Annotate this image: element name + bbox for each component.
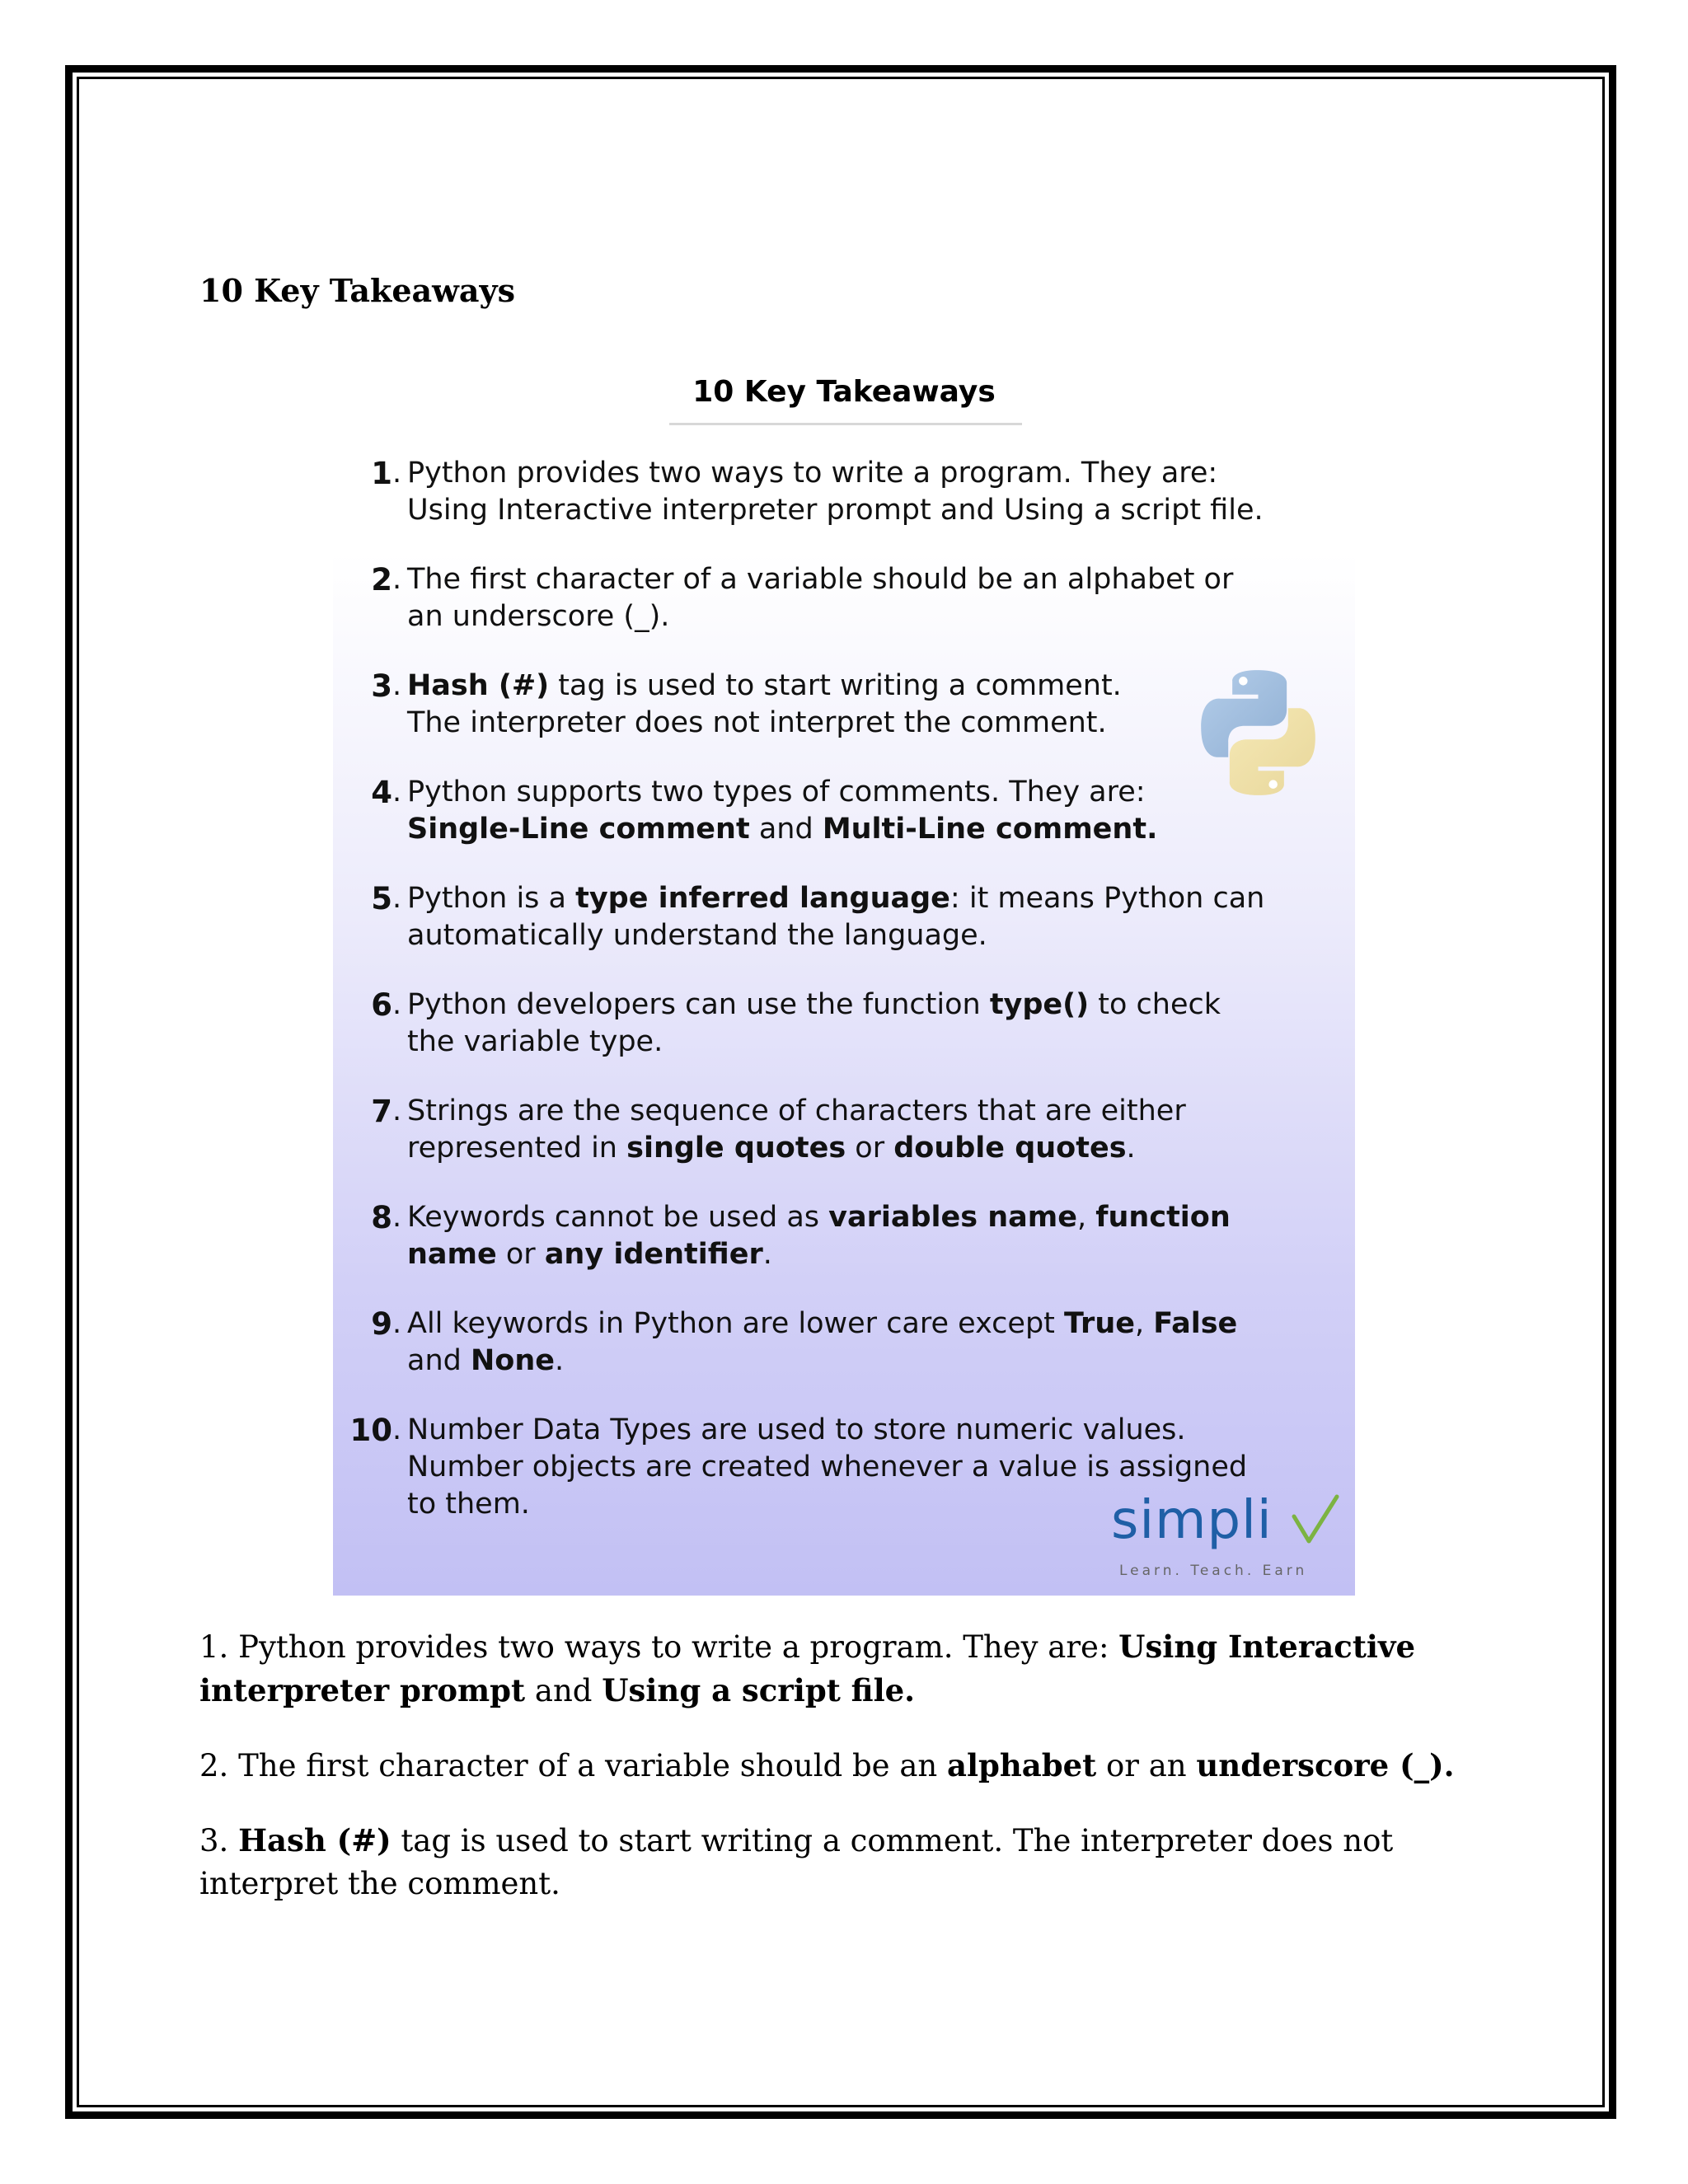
- text-run: The first character of a variable should be an alphabet or: [407, 563, 1234, 596]
- bold-text: Multi-Line comment.: [822, 813, 1158, 846]
- bold-text: type(): [989, 988, 1090, 1021]
- takeaway-number: 4: [371, 775, 392, 810]
- bold-text: underscore (_).: [1196, 1747, 1455, 1783]
- bold-text: name: [407, 1238, 497, 1271]
- takeaway-item: [333, 561, 1355, 635]
- bold-text: None: [470, 1344, 555, 1377]
- takeaway-text: [407, 563, 1233, 633]
- text-run: 2. The first character of a variable should be an: [199, 1748, 947, 1783]
- takeaway-text: [407, 1094, 1186, 1165]
- bold-text: False: [1153, 1307, 1238, 1340]
- takeaway-number: 7: [371, 1094, 392, 1129]
- text-run: tag is used to start writing a comment. The interpreter does not interpret the comment.: [199, 1823, 1394, 1901]
- slide-title-underline: [669, 423, 1022, 425]
- bold-text: alphabet: [946, 1747, 1097, 1783]
- takeaway-number: 3: [371, 668, 392, 704]
- text-run: Python supports two types of comments. They are:: [407, 776, 1146, 808]
- checkmark-icon: [1291, 1493, 1340, 1546]
- takeaway-text: [407, 882, 1264, 952]
- text-run: All keywords in Python are lower care except: [407, 1307, 1065, 1340]
- bold-text: Using a script file.: [602, 1672, 916, 1708]
- text-run: Python developers can use the function: [407, 988, 990, 1021]
- bold-text: double quotes: [893, 1132, 1127, 1165]
- takeaway-number-dot: .: [392, 988, 402, 1021]
- takeaway-item: [333, 1199, 1355, 1273]
- bold-text: Single-Line comment: [407, 813, 750, 846]
- body-paragraph: [199, 1625, 1485, 1713]
- text-run: 3.: [199, 1823, 239, 1858]
- bold-text: Hash (#): [407, 669, 550, 702]
- text-run: or an: [1096, 1748, 1197, 1783]
- takeaway-item: [333, 880, 1355, 954]
- text-run: the variable type.: [407, 1025, 663, 1058]
- takeaways-slide-image: [333, 363, 1355, 1596]
- takeaway-number-dot: .: [392, 1413, 402, 1446]
- text-run: ,: [1077, 1201, 1096, 1234]
- bold-text: Using Interactive interpreter prompt: [199, 1629, 1416, 1708]
- text-run: or: [846, 1132, 894, 1165]
- takeaway-text: [407, 988, 1221, 1058]
- text-run: .: [762, 1238, 772, 1271]
- takeaway-item: [333, 987, 1355, 1061]
- document-body: [199, 1625, 1485, 1937]
- body-paragraph: [199, 1819, 1485, 1905]
- bold-text: type inferred language: [575, 882, 950, 915]
- bold-text: True: [1064, 1307, 1135, 1340]
- body-paragraph: [199, 1744, 1485, 1788]
- takeaway-number-dot: .: [392, 1201, 402, 1234]
- text-run: .: [554, 1344, 565, 1377]
- takeaway-number: 2: [371, 562, 392, 598]
- takeaway-text: [407, 1201, 1231, 1271]
- takeaway-item: [333, 1305, 1355, 1380]
- text-run: Number Data Types are used to store numeric values.: [407, 1413, 1186, 1446]
- takeaway-text: [407, 457, 1264, 527]
- text-run: 1. Python provides two ways to write a program. They are:: [199, 1629, 1119, 1665]
- slide-title: 10 Key Takeaways: [692, 375, 996, 409]
- text-run: Python provides two ways to write a program. They are:: [407, 457, 1218, 490]
- bold-text: single quotes: [626, 1132, 846, 1165]
- text-run: .: [1126, 1132, 1136, 1165]
- text-run: an underscore (_).: [407, 600, 670, 633]
- takeaway-number: 8: [371, 1200, 392, 1235]
- text-run: to them.: [407, 1488, 530, 1521]
- takeaway-number: 10: [349, 1413, 392, 1448]
- takeaway-number-dot: .: [392, 669, 402, 702]
- takeaway-number-dot: .: [392, 882, 402, 915]
- python-logo-icon: [1190, 663, 1326, 802]
- bold-text: variables name: [828, 1201, 1077, 1234]
- document-heading: 10 Key Takeaways: [199, 272, 515, 309]
- text-run: Keywords cannot be used as: [407, 1201, 829, 1234]
- text-run: Number objects are created whenever a value is assigned: [407, 1451, 1248, 1483]
- brand-name: simpli: [1111, 1490, 1273, 1551]
- text-run: represented in: [407, 1132, 627, 1165]
- takeaway-number: 6: [371, 987, 392, 1023]
- text-run: Using Interactive interpreter prompt and Using a script file.: [407, 494, 1264, 527]
- takeaway-number: 9: [371, 1306, 392, 1342]
- text-run: tag is used to start writing a comment.: [549, 669, 1122, 702]
- takeaway-number-dot: .: [392, 776, 402, 808]
- takeaway-item: [333, 455, 1355, 529]
- bold-text: Hash (#): [238, 1822, 392, 1858]
- text-run: and: [525, 1673, 603, 1708]
- text-run: and: [749, 813, 823, 846]
- text-run: Python is a: [407, 882, 576, 915]
- takeaway-number: 5: [371, 881, 392, 916]
- text-run: ,: [1134, 1307, 1154, 1340]
- bold-text: function: [1095, 1201, 1231, 1234]
- brand-tagline: Learn. Teach. Earn: [1119, 1563, 1308, 1579]
- text-run: or: [496, 1238, 545, 1271]
- takeaway-text: [407, 776, 1157, 846]
- simpliv-logo: [1111, 1490, 1342, 1589]
- takeaway-item: [333, 1093, 1355, 1167]
- text-run: and: [407, 1344, 471, 1377]
- takeaways-list: [333, 455, 1355, 1555]
- takeaway-text: [407, 1307, 1237, 1377]
- takeaway-number-dot: .: [392, 1094, 402, 1127]
- text-run: automatically understand the language.: [407, 919, 987, 952]
- takeaway-number-dot: .: [392, 457, 402, 490]
- takeaway-number-dot: .: [392, 563, 402, 596]
- text-run: to check: [1089, 988, 1221, 1021]
- takeaway-number-dot: .: [392, 1307, 402, 1340]
- takeaway-text: [407, 669, 1122, 739]
- bold-text: any identifier: [544, 1238, 763, 1271]
- text-run: Strings are the sequence of characters that are either: [407, 1094, 1186, 1127]
- text-run: The interpreter does not interpret the comment.: [407, 706, 1107, 739]
- text-run: : it means Python can: [950, 882, 1265, 915]
- takeaway-number: 1: [371, 456, 392, 491]
